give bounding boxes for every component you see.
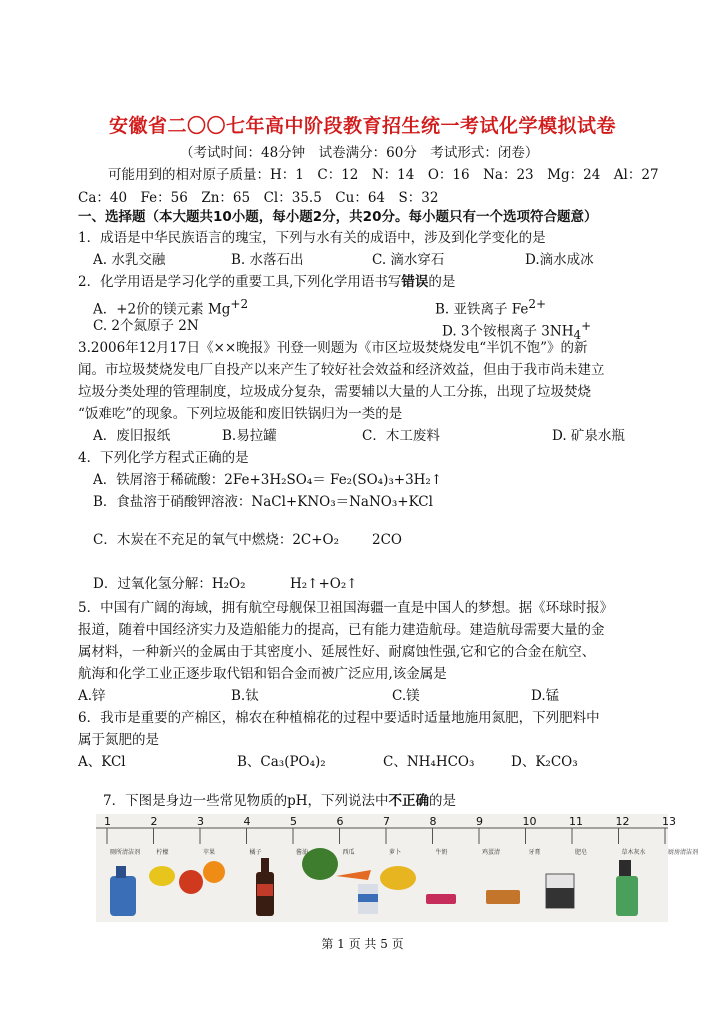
ph-item-label: 厕所清洁剂	[110, 849, 141, 856]
q4-option-d: D．过氧化氢分解：H₂O₂	[93, 576, 246, 592]
q4-stem: 4．下列化学方程式正确的是	[78, 450, 249, 466]
q1-stem: 1．成语是中华民族语言的瑰宝，下列与水有关的成语中，涉及到化学变化的是	[78, 230, 546, 246]
ph-item-label: 牛奶	[435, 849, 448, 856]
ph-number-3: 3	[197, 815, 204, 828]
q5-option-a: A.锌	[78, 688, 106, 704]
ph-item-label: 苹果	[203, 849, 216, 856]
apple-icon	[179, 870, 203, 894]
q3-line1: 3.2006年12月17日《××晚报》刊登一则题为《市区垃圾焚烧发电“半饥不饱”》的新	[78, 340, 588, 356]
ph-number-12: 12	[615, 815, 630, 828]
q3-line3: 垃圾分类处理的管理制度，垃圾成分复杂，需要辅以大量的人工分拣，出现了垃圾焚烧	[78, 384, 591, 400]
q6-option-d: D、K₂CO₃	[511, 754, 578, 770]
plant-ash-water-icon	[546, 874, 574, 908]
exam-info: （考试时间：48分钟 试卷满分：60分 考试形式：闭卷）	[180, 145, 539, 161]
q3-option-a: A．废旧报纸	[93, 428, 171, 444]
q6-option-b: B、Ca₃(PO₄)₂	[237, 754, 326, 770]
q2-option-b: B. 亚铁离子 $Fe^{2+}$	[435, 297, 547, 318]
ph-scale-figure	[96, 814, 699, 922]
q4-option-a: A．铁屑溶于稀硫酸：2Fe+3H₂SO₄＝ Fe₂(SO₄)₃+3H₂↑	[93, 472, 443, 488]
q1-option-a: A. 水乳交融	[93, 252, 166, 268]
atomic-masses-line2: Ca：40 Fe：56 Zn：65 Cl：35.5 Cu：64 S：32	[78, 190, 439, 206]
ph-number-5: 5	[290, 815, 297, 828]
q3-option-c: C．木工废料	[362, 428, 440, 444]
q3-option-b: B.易拉罐	[222, 428, 277, 444]
q1-option-c: C. 滴水穿石	[372, 252, 445, 268]
q5-option-c: C.镁	[392, 688, 420, 704]
q4-option-c: C．木炭在不充足的氧气中燃烧：2C+O₂	[93, 532, 340, 548]
ph-number-4: 4	[243, 815, 251, 828]
ph-item-label: 萝卜	[389, 849, 402, 856]
q2-option-a: A．+2价的镁元素 $Mg^{+2}$	[93, 297, 249, 318]
page-footer: 第 1 页 共 5 页	[321, 937, 404, 951]
q1-option-b: B. 水落石出	[231, 252, 304, 268]
q7-stem: 7．下图是身边一些常见物质的pH，下列说法中不正确的是	[103, 793, 457, 809]
ph-number-13: 13	[662, 815, 676, 828]
q5-line3: 属材料，一种新兴的金属由于其密度小、延展性好、耐腐蚀性强,它和它的合金在航空、	[78, 644, 596, 660]
ph-item-label: 酱油	[296, 849, 309, 856]
q4-option-c-product: 2CO	[372, 532, 402, 548]
q5-option-d: D.锰	[531, 688, 560, 704]
q6-option-a: A、KCl	[78, 754, 126, 770]
milk-carton-icon	[358, 884, 378, 914]
ph-item-label: 厨房清洁剂	[668, 849, 699, 856]
atomic-masses-line1: 可能用到的相对原子质量：H：1 C：12 N：14 O：16 Na：23 Mg：24 Al：27	[108, 167, 659, 183]
ph-item-label: 草木灰水	[621, 849, 646, 856]
ph-item-label: 橘子	[249, 849, 262, 856]
orange-icon	[203, 861, 225, 883]
ph-item-label: 肥皂	[575, 849, 588, 856]
ph-number-2: 2	[150, 815, 158, 828]
q4-option-d-product: H₂↑+O₂↑	[290, 576, 358, 592]
q6-line2: 属于氮肥的是	[78, 732, 159, 748]
q5-line1: 5．中国有广阔的海域，拥有航空母舰保卫祖国海疆一直是中国人的梦想。据《环球时报》	[78, 600, 614, 616]
toothpaste-icon	[426, 894, 456, 904]
q5-option-b: B.钛	[231, 688, 259, 704]
q3-line2: 闻。市垃圾焚烧发电厂自投产以来产生了较好社会效益和经济效益，但由于我市尚未建立	[78, 362, 605, 378]
q1-option-d: D.滴水成冰	[525, 252, 594, 268]
q5-line2: 报道，随着中国经济实力及造船能力的提高，已有能力建造航母。建造航母需要大量的金	[78, 622, 605, 638]
ph-number-7: 7	[383, 815, 390, 828]
q6-line1: 6．我市是重要的产棉区，棉农在种植棉花的过程中要适时适量地施用氮肥，下列肥料中	[78, 710, 600, 726]
q3-line4: “饭难吃”的现象。下列垃圾能和废旧铁锅归为一类的是	[78, 406, 403, 422]
ph-item-label: 柠檬	[156, 849, 169, 856]
watermelon-icon	[302, 848, 338, 880]
section-heading: 一、选择题（本大题共10小题，每小题2分，共20分。每小题只有一个选项符合题意）	[78, 209, 598, 225]
ph-number-9: 9	[476, 815, 483, 828]
q2-option-d: D. 3个铵根离子 $3NH_4^+$	[442, 319, 592, 343]
q2-stem: 2．化学用语是学习化学的重要工具,下列化学用语书写错误的是	[78, 274, 456, 290]
ph-number-6: 6	[336, 815, 344, 828]
ph-item-label: 鸡蛋清	[482, 849, 501, 856]
exam-title: 安徽省二〇〇七年高中阶段教育招生统一考试化学模拟试卷	[108, 115, 616, 137]
q4-option-b: B．食盐溶于硝酸钾溶液：NaCl+KNO₃＝NaNO₃+KCl	[93, 494, 433, 510]
soap-icon	[486, 890, 520, 904]
ph-number-10: 10	[522, 815, 537, 828]
q6-option-c: C、NH₄HCO₃	[383, 754, 475, 770]
q2-option-c: C. 2个氮原子 2N	[93, 318, 199, 334]
ph-number-11: 11	[569, 815, 583, 828]
q3-option-d: D. 矿泉水瓶	[552, 428, 625, 444]
egg-white-icon	[380, 866, 416, 890]
q5-line4: 航海和化学工业正逐步取代铝和铝合金而被广泛应用,该金属是	[78, 666, 447, 682]
ph-number-1: 1	[104, 815, 111, 828]
lemon-icon	[149, 866, 175, 886]
ph-number-8: 8	[429, 815, 437, 828]
ph-item-label: 牙膏	[528, 849, 541, 856]
ph-item-label: 西瓜	[342, 849, 355, 856]
